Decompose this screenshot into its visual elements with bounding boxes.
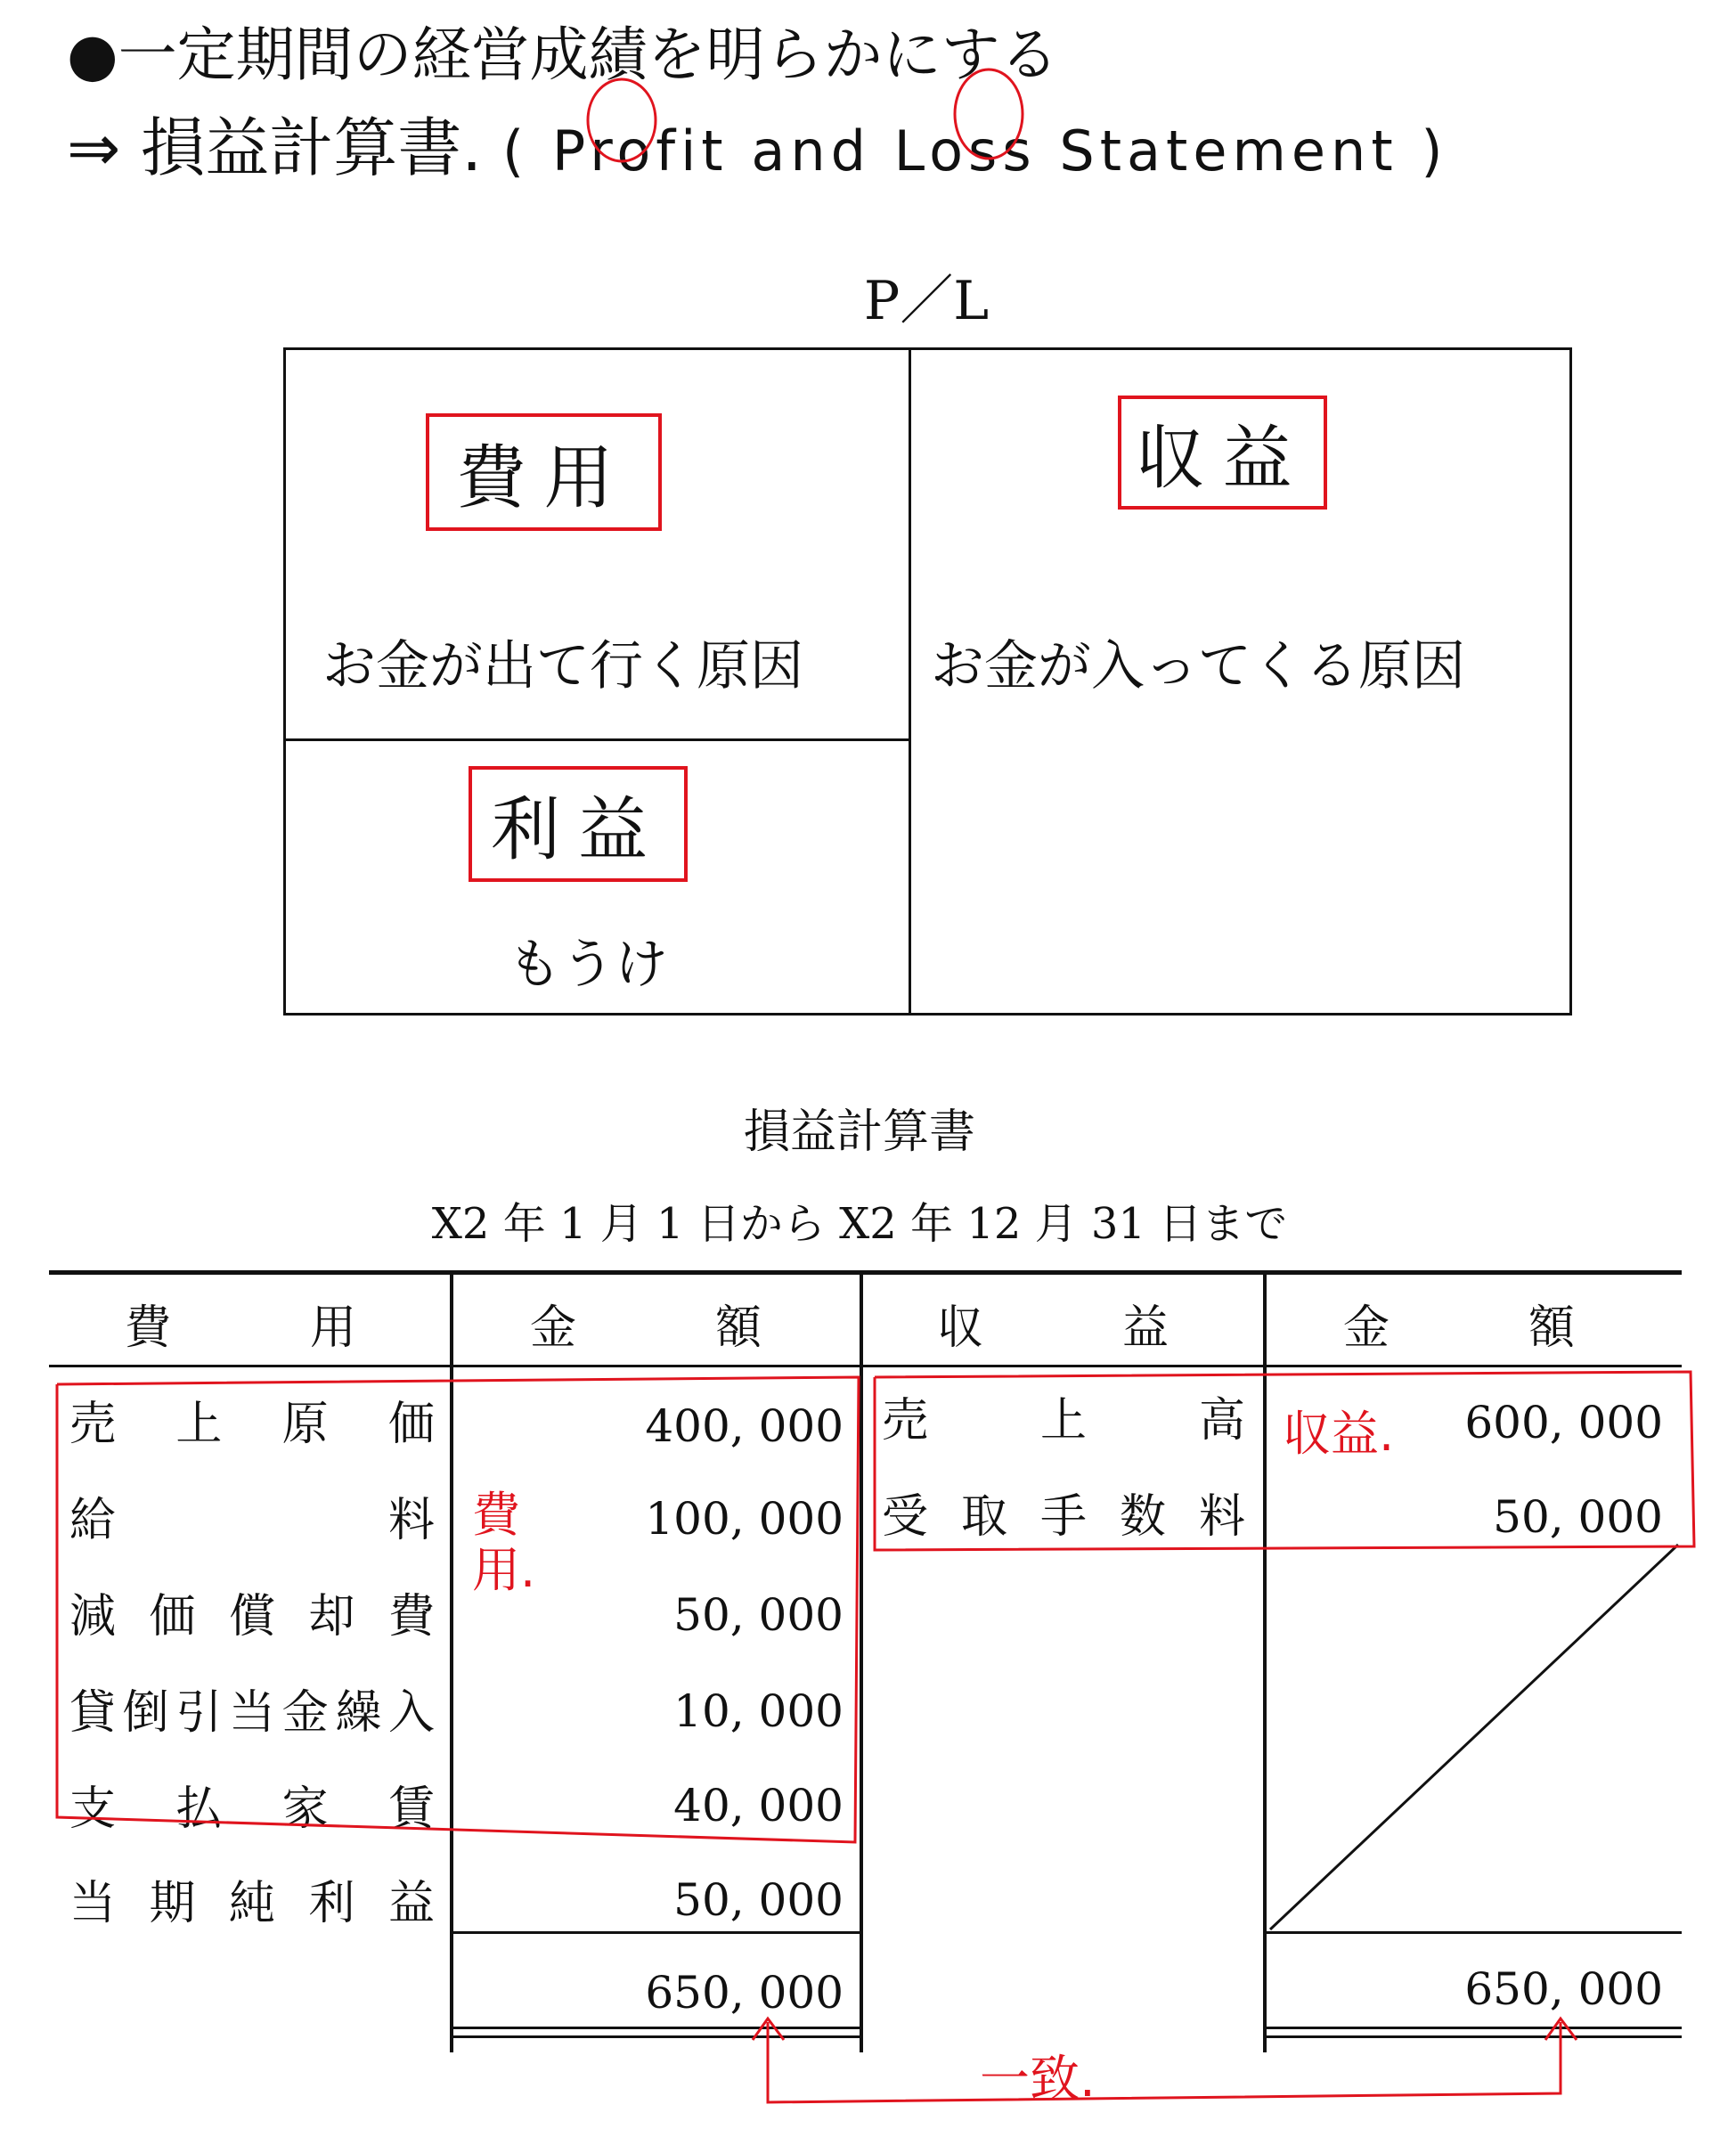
revenue-label: 収益	[1118, 396, 1327, 510]
revenue-row-name: 売上高	[882, 1394, 1245, 1448]
expense-note: 費用.	[472, 1487, 536, 1598]
revenue-description: お金が入ってくる原因	[931, 635, 1465, 697]
header-expense: 費 用	[125, 1301, 357, 1355]
expense-bracket	[57, 1377, 859, 1842]
profit-label: 利益	[469, 766, 688, 882]
expense-description: お金が出て行く原因	[322, 635, 803, 697]
subline-en: ( Profit and Loss Statement )	[502, 118, 1448, 184]
expense-row-amount: 10, 000	[673, 1685, 844, 1737]
expense-row-amount: 100, 000	[645, 1493, 844, 1545]
arrow-symbol: ⇒	[67, 110, 121, 185]
header-amount-right: 金 額	[1343, 1301, 1576, 1355]
expense-row-amount: 400, 000	[645, 1400, 844, 1452]
total-right: 650, 000	[1464, 1963, 1663, 2015]
match-note: 一致.	[980, 2051, 1096, 2109]
expense-label: 費用	[426, 413, 662, 531]
expense-row-name: 貸倒引当金繰入	[69, 1686, 435, 1740]
header-amount-left: 金 額	[530, 1301, 762, 1355]
expense-row-amount: 50, 000	[673, 1874, 844, 1926]
income-statement-period: X2 年 1 月 1 日から X2 年 12 月 31 日まで	[431, 1199, 1288, 1249]
revenue-note: 収益.	[1283, 1406, 1395, 1462]
headline: ●一定期間の経営成績を明らかにする	[67, 20, 1059, 89]
revenue-row-amount: 50, 000	[1493, 1491, 1663, 1543]
pl-title: P／L	[863, 270, 990, 332]
match-arrow	[768, 2022, 1561, 2102]
expense-row-name: 給料	[69, 1494, 435, 1547]
profit-description: もうけ	[508, 934, 668, 996]
expense-row-amount: 40, 000	[673, 1780, 844, 1831]
income-statement-title: 損益計算書	[743, 1105, 975, 1159]
expense-row-name: 売上原価	[69, 1398, 435, 1451]
revenue-row-amount: 600, 000	[1464, 1397, 1663, 1448]
revenue-row-name: 受取手数料	[882, 1490, 1245, 1544]
expense-row-amount: 50, 000	[673, 1589, 844, 1641]
subline-jp: 損益計算書.	[141, 110, 483, 185]
header-revenue: 収 益	[937, 1301, 1170, 1355]
total-left: 650, 000	[645, 1967, 844, 2019]
expense-row-name: 支払家賃	[69, 1782, 435, 1836]
expense-row-name: 減価償却費	[69, 1590, 435, 1644]
expense-row-name: 当期純利益	[69, 1877, 435, 1930]
